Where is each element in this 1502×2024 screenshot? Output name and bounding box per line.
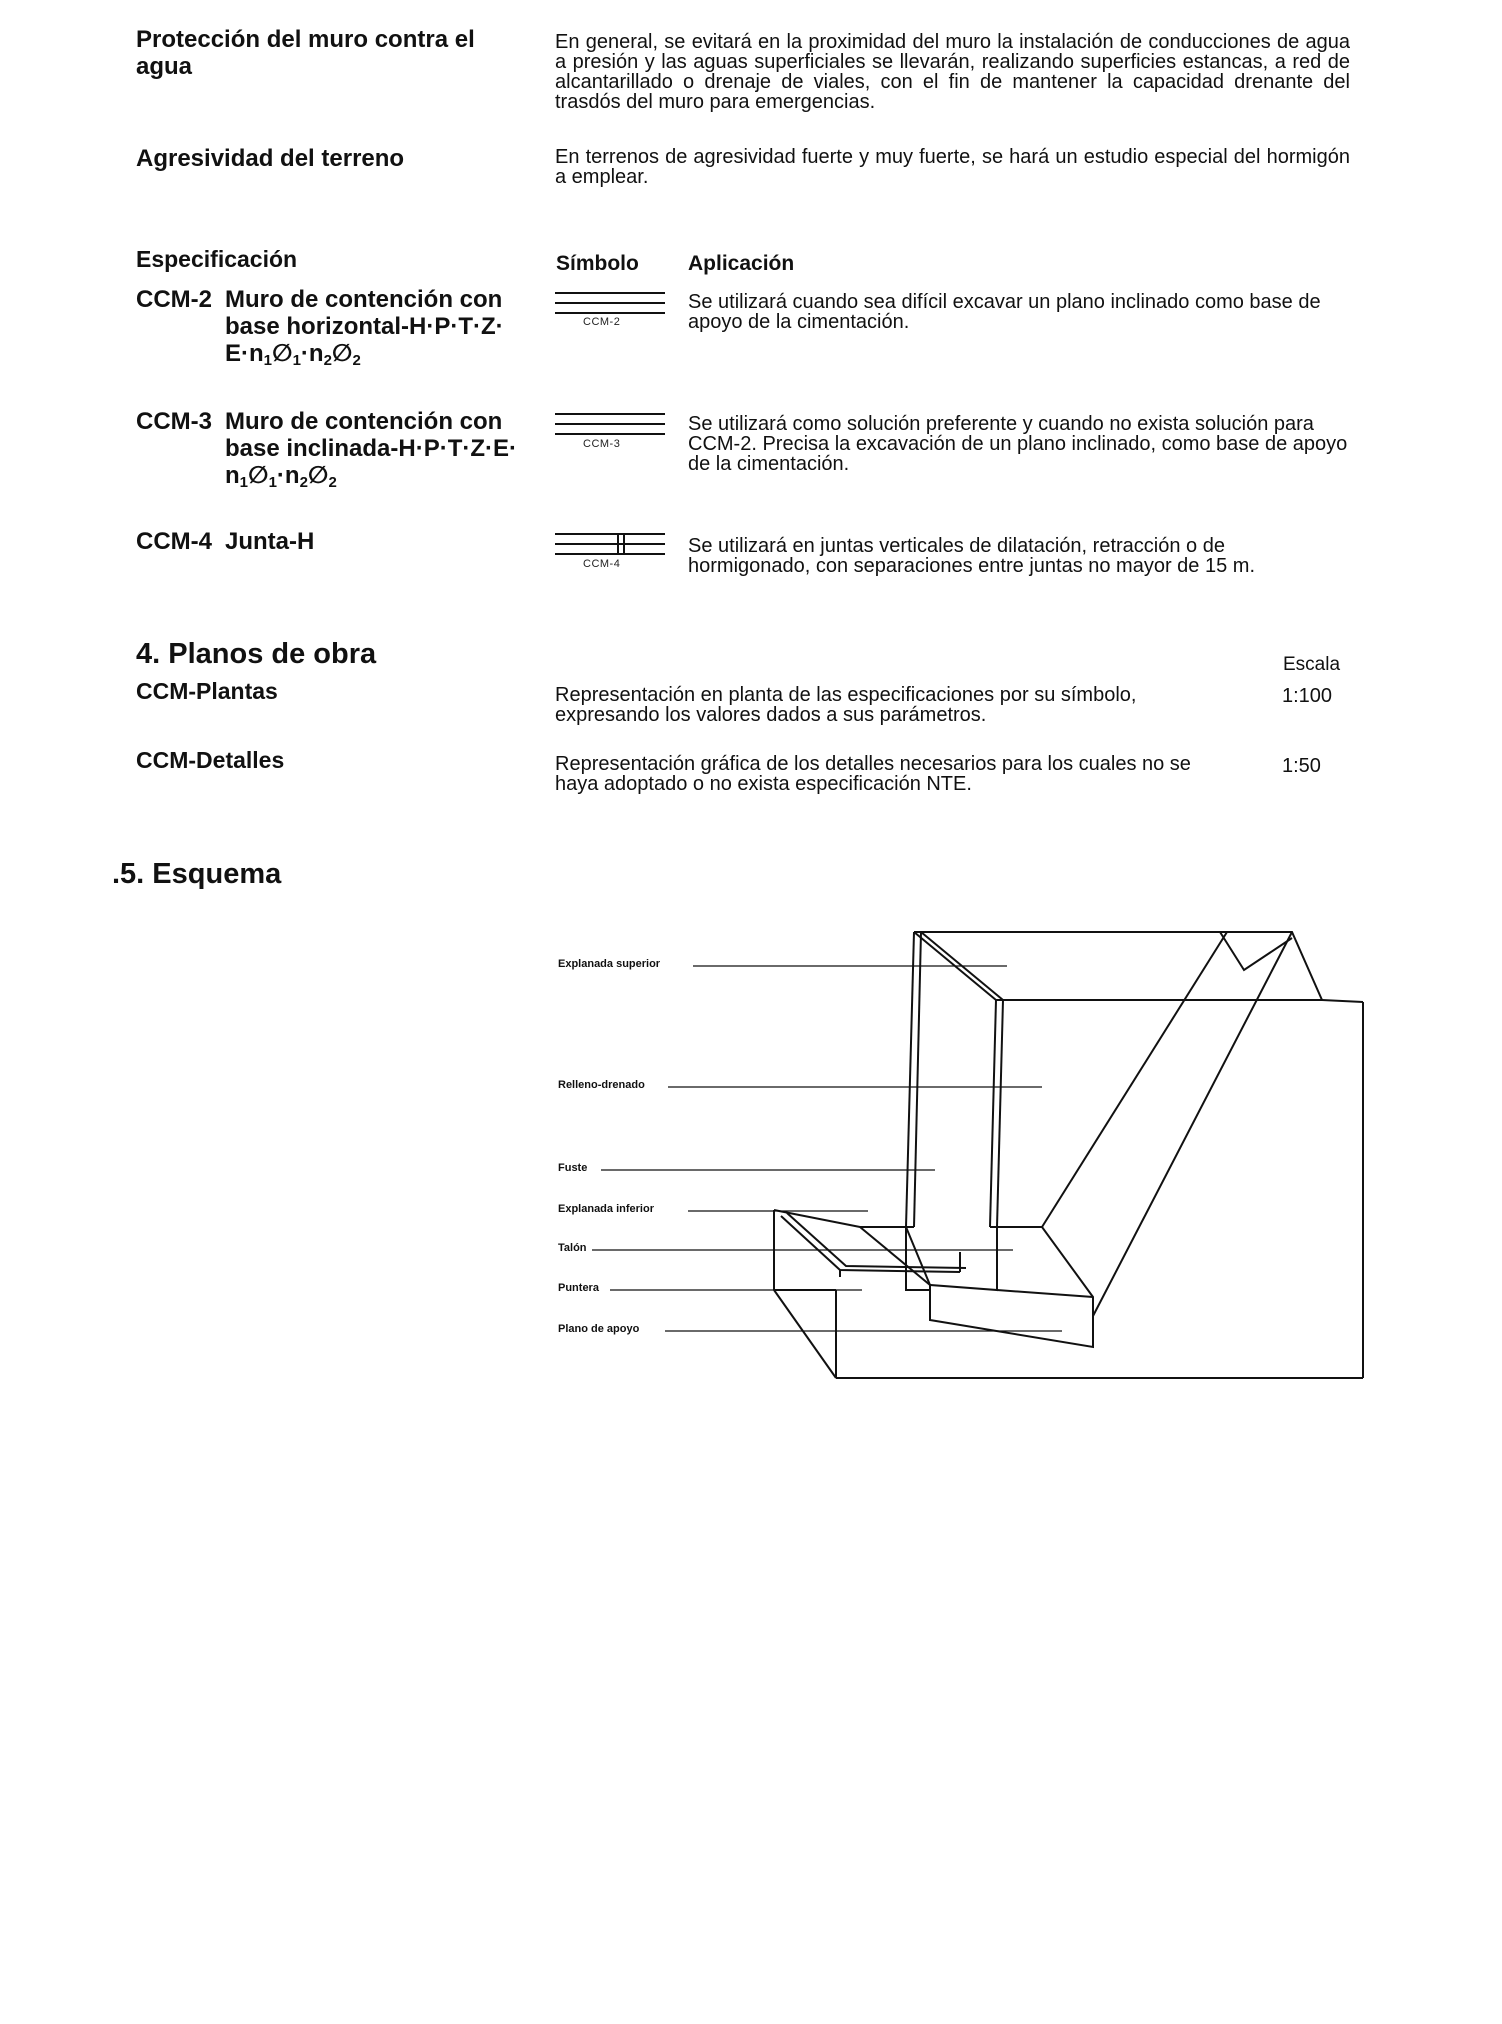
symbol-ccm4-label: CCM-4: [583, 558, 621, 570]
planos-row-detalles-scale: 1:50: [1282, 755, 1321, 777]
label-explanada-superior: Explanada superior: [558, 958, 661, 970]
col-spec-header: Especificación: [136, 246, 298, 272]
spec-row-ccm3-code: CCM-3: [136, 408, 212, 435]
section-soil-text: En terrenos de agresividad fuerte y muy fuerte, se hará un estudio especial del hormigón a emplear.: [555, 146, 1350, 188]
spec-row-ccm4-title: Junta-H: [225, 528, 315, 555]
label-talon: Talón: [558, 1242, 587, 1254]
spec-row-ccm4-code: CCM-4: [136, 528, 212, 555]
heel-outline: [930, 1227, 1093, 1347]
spec-row-ccm2-application: Se utilizará cuando sea difícil excavar un plano inclinado como base de apoyo de la cimentación.: [688, 291, 1321, 333]
planos-heading: 4. Planos de obra: [136, 638, 377, 670]
label-puntera: Puntera: [558, 1282, 599, 1294]
label-explanada-inferior: Explanada inferior: [558, 1203, 654, 1215]
symbol-ccm3-label: CCM-3: [583, 438, 621, 450]
spec-row-ccm3-application: Se utilizará como solución preferente y cuando no exista solución para CCM-2. Precisa la excavación de un plano inclinado, como base de apoyo de la cimentación.: [688, 413, 1348, 475]
section-water-text: En general, se evitará en la proximidad del muro la instalación de conducciones de agua a presión y las aguas superficiales se llevarán, realizando superficies estancas, a red de alcantarillado o drenaje de viales, con el fin de mantener la capacidad drenante del trasdós del muro para emergencias.: [555, 31, 1350, 113]
col-application-header: Aplicación: [688, 252, 795, 275]
section-water-heading-line2: agua: [136, 53, 193, 80]
planos-row-detalles-text: Representación gráfica de los detalles necesarios para los cuales no se haya adoptado o no exista especificación NTE.: [555, 753, 1191, 795]
planos-scale-header: Escala: [1283, 654, 1341, 675]
spec-row-ccm2-code: CCM-2: [136, 286, 212, 313]
col-symbol-header: Símbolo: [556, 252, 639, 275]
label-plano-apoyo: Plano de apoyo: [558, 1323, 640, 1335]
section-soil-heading: Agresividad del terreno: [136, 145, 405, 172]
esquema-heading: .5. Esquema: [112, 858, 282, 890]
planos-row-plantas-name: CCM-Plantas: [136, 678, 278, 704]
spec-row-ccm3-title: Muro de contención con base inclinada-H·P·T·Z·E· $n_1\emptyset_1\cdot n_2\emptyset_2$: [225, 408, 518, 491]
symbol-ccm2-label: CCM-2: [583, 316, 621, 328]
planos-row-detalles-name: CCM-Detalles: [136, 747, 285, 773]
spec-row-ccm2-title: Muro de contención con base horizontal-H·P·T·Z· $E\cdot n_1\emptyset_1\cdot n_2\emptyset_2$: [225, 286, 504, 369]
spec-row-ccm4-application: Se utilizará en juntas verticales de dilatación, retracción o de hormigonado, con separaciones entre juntas no mayor de 15 m.: [688, 535, 1256, 577]
planos-row-plantas-scale: 1:100: [1282, 685, 1333, 707]
label-fuste: Fuste: [558, 1162, 588, 1174]
section-water-heading-line1: Protección del muro contra el: [136, 26, 475, 53]
label-relleno-drenado: Relleno-drenado: [558, 1079, 645, 1091]
planos-row-plantas-text: Representación en planta de las especificaciones por su símbolo, expresando los valores dados a sus parámetros.: [555, 684, 1137, 726]
